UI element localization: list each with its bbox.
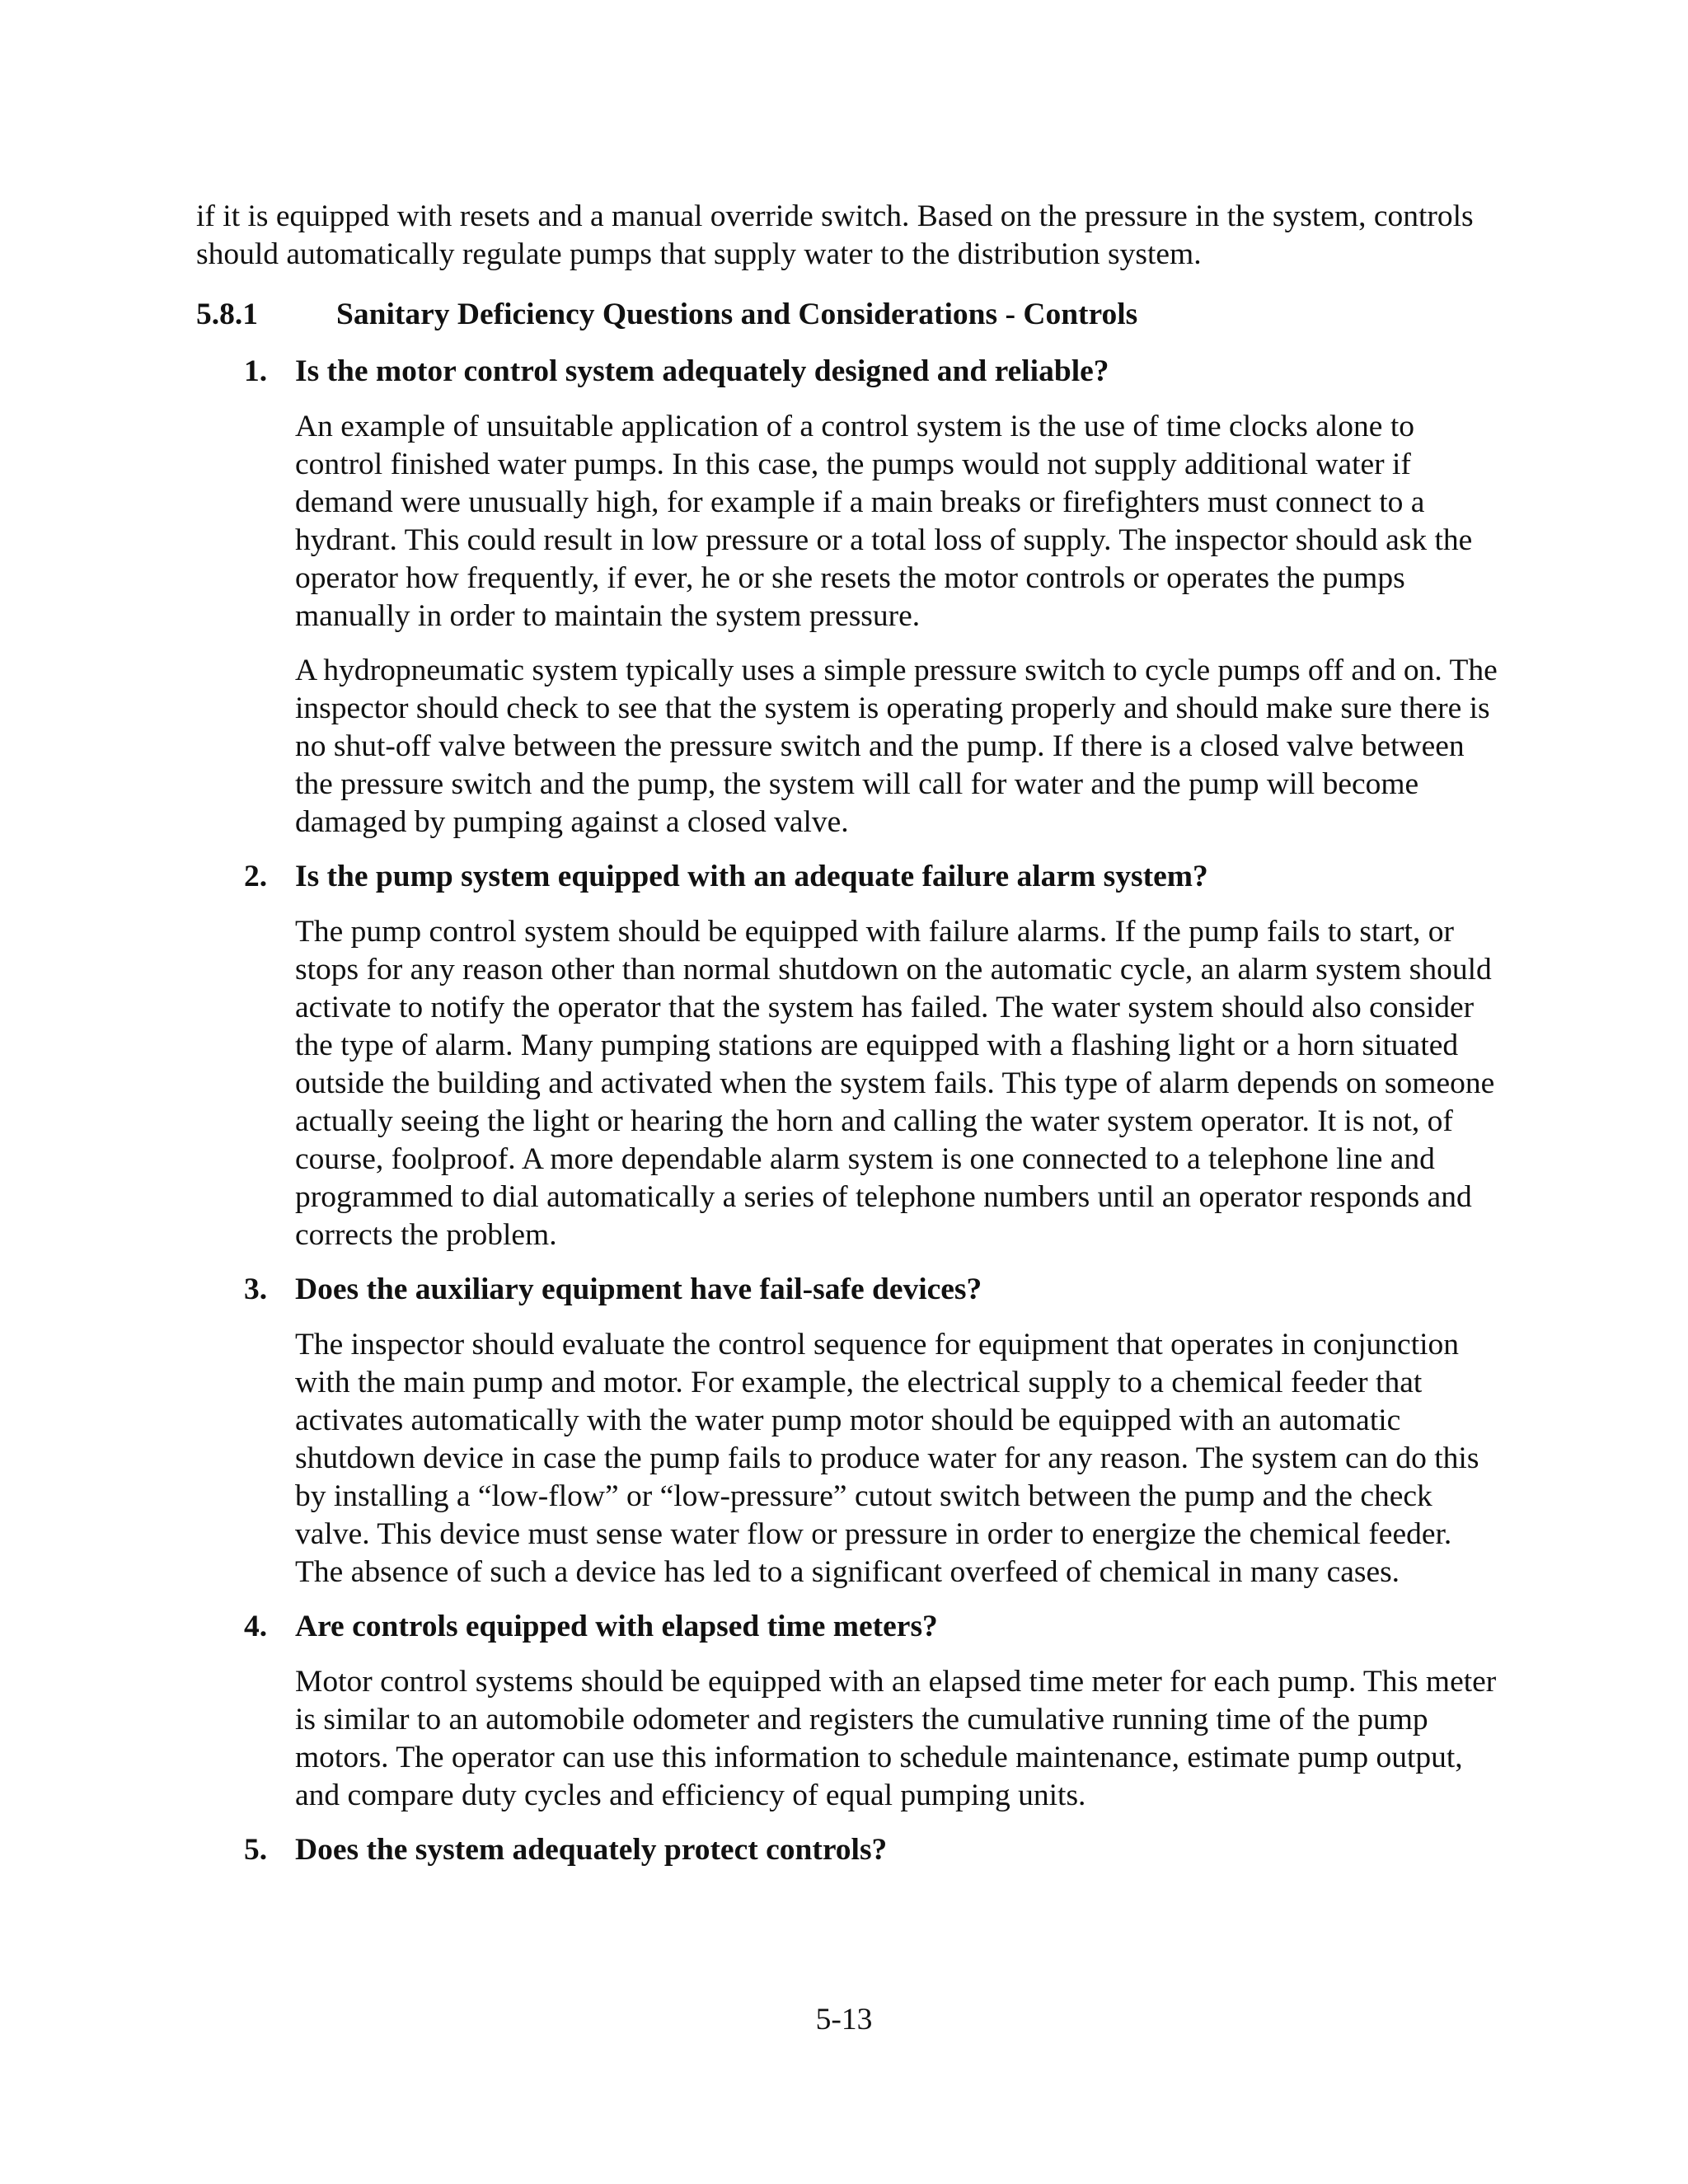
question-heading bbox=[196, 1271, 1498, 1309]
section-title: Sanitary Deficiency Questions and Considerations - Controls bbox=[336, 298, 1138, 331]
question-item-1 bbox=[196, 353, 1498, 841]
intro-paragraph: if it is equipped with resets and a manual override switch. Based on the pressure in the system, controls should automatically regulate pumps that supply water to the distribution system. bbox=[196, 199, 1474, 271]
question-number: 2. bbox=[244, 860, 268, 893]
question-heading bbox=[196, 1608, 1498, 1646]
question-text: Is the motor control system adequately designed and reliable? bbox=[295, 354, 1109, 388]
question-number: 5. bbox=[244, 1833, 268, 1867]
question-item-5 bbox=[196, 1831, 1498, 1869]
answer-paragraph: The pump control system should be equipped with failure alarms. If the pump fails to start, or stops for any reason other than normal shutdown on the automatic cycle, an alarm system should activate to notify the operator that the system has failed. The water system should also consider the type of alarm. Many pumping stations are equipped with a flashing light or a horn situated outside the building and activated when the system fails. This type of alarm depends on someone actually seeing the light or hearing the horn and calling the water system operator. It is not, of course, foolproof. A more dependable alarm system is one connected to a telephone line and programmed to dial automatically a series of telephone numbers until an operator responds and corrects the problem. bbox=[295, 915, 1495, 1252]
question-item-3 bbox=[196, 1271, 1498, 1591]
question-item-4 bbox=[196, 1608, 1498, 1815]
question-text: Is the pump system equipped with an adequate failure alarm system? bbox=[295, 860, 1208, 893]
question-heading bbox=[196, 1831, 1498, 1869]
page-number: 5-13 bbox=[815, 2003, 873, 2036]
question-heading bbox=[196, 353, 1498, 391]
question-item-2 bbox=[196, 858, 1498, 1254]
answer-paragraph: A hydropneumatic system typically uses a simple pressure switch to cycle pumps off and on. The inspector should check to see that the system is operating properly and should make sure there is no shut-off valve between the pressure switch and the pump. If there is a closed valve between the pressure switch and the pump, the system will call for water and the pump will become damaged by pumping against a closed valve. bbox=[295, 654, 1498, 839]
document-page bbox=[196, 198, 1498, 2093]
question-number: 3. bbox=[244, 1272, 268, 1306]
answer-paragraph: The inspector should evaluate the control sequence for equipment that operates in conjunction with the main pump and motor. For example, the electrical supply to a chemical feeder that activates automatically with the water pump motor should be equipped with an automatic shutdown device in case the pump fails to produce water for any reason. The system can do this by installing a “low-flow” or “low-pressure” cutout switch between the pump and the check valve. This device must sense water flow or pressure in order to energize the chemical feeder. The absence of such a device has led to a significant overfeed of chemical in many cases. bbox=[295, 1328, 1479, 1589]
question-text: Are controls equipped with elapsed time meters? bbox=[295, 1610, 938, 1643]
question-text: Does the system adequately protect controls? bbox=[295, 1833, 888, 1867]
section-number: 5.8.1 bbox=[196, 298, 258, 331]
answer-paragraph: Motor control systems should be equipped with an elapsed time meter for each pump. This meter is similar to an automobile odometer and registers the cumulative running time of the pump motors. The operator can use this information to schedule maintenance, estimate pump output, and compare duty cycles and efficiency of equal pumping units. bbox=[295, 1665, 1497, 1812]
section-heading bbox=[196, 296, 1498, 334]
question-number: 4. bbox=[244, 1610, 268, 1643]
answer-paragraph: An example of unsuitable application of a control system is the use of time clocks alone to control finished water pumps. In this case, the pumps would not supply additional water if demand were unusually high, for example if a main breaks or firefighters must connect to a hydrant. This could result in low pressure or a total loss of supply. The inspector should ask the operator how frequently, if ever, he or she resets the motor controls or operates the pumps manually in order to maintain the system pressure. bbox=[295, 410, 1473, 633]
question-text: Does the auxiliary equipment have fail-safe devices? bbox=[295, 1272, 982, 1306]
question-heading bbox=[196, 858, 1498, 896]
question-number: 1. bbox=[244, 354, 268, 388]
